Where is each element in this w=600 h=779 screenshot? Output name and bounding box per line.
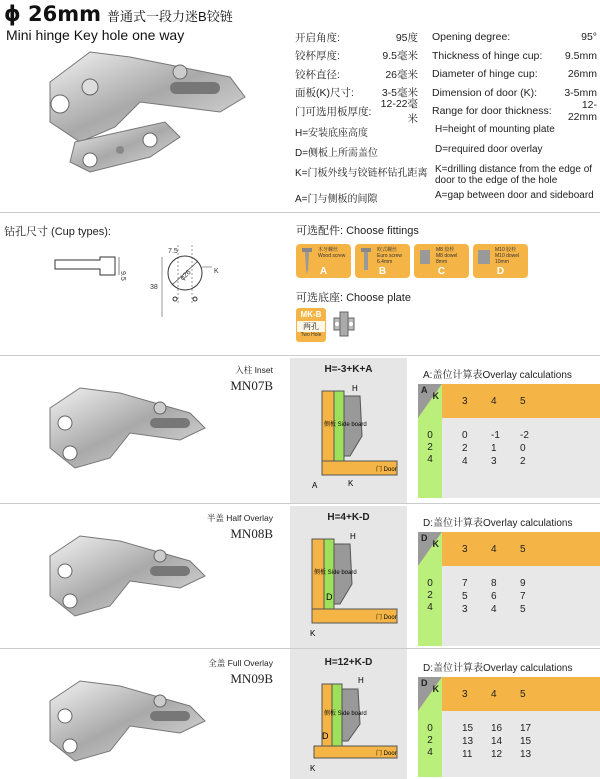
spec-row: 面板(K)尺寸: 3-5毫米 Dimension of door (K): 3-5mm	[295, 86, 597, 100]
plate-title: 可选底座: Choose plate	[296, 292, 411, 304]
dim-h: H	[350, 532, 356, 541]
side-board-label: 侧板 Side board	[324, 422, 367, 428]
fitting-euro-screw: 欧式螺丝 Euro screw 6.4mm B	[355, 244, 410, 278]
dim-h: H	[352, 384, 358, 393]
side-board-label: 侧板 Side board	[314, 570, 357, 576]
overlay-table-title: D:盖位计算表Overlay calculations	[423, 518, 573, 529]
table-row: 11 12 13	[462, 749, 532, 760]
dim-h: H	[358, 676, 364, 685]
plate-badge: MK-B 两孔 Two Hole	[296, 308, 326, 342]
formula: H=12+K-D	[324, 657, 373, 668]
door-label: 门 Door	[376, 467, 397, 473]
model-number: MN07B	[230, 378, 273, 393]
table-row: 7 8 9	[462, 578, 526, 589]
table-cells	[442, 418, 549, 498]
title-english: Mini hinge Key hole one way	[6, 27, 185, 43]
model-number: MN08B	[230, 526, 273, 541]
note-row: D=侧板上所需盖位 D=required door overlay	[295, 144, 543, 159]
table-row: 2 1 0	[462, 443, 526, 454]
overlay-table	[418, 532, 600, 646]
divider	[0, 355, 600, 356]
legend-notes	[295, 124, 597, 210]
dim-9-5: 9.5	[119, 271, 126, 281]
hinge-image	[40, 661, 220, 771]
section-label: 半盖 Half Overlay	[206, 513, 273, 523]
fittings-list	[296, 244, 528, 278]
dim-d: D	[326, 592, 333, 602]
row-keys: 0 2 4	[418, 566, 442, 646]
table-corner: D K	[418, 532, 442, 566]
fitting-m8-dowel: M8 胶栓 M8 dowel 8mm C	[414, 244, 469, 278]
row-keys: 0 2 4	[418, 711, 442, 777]
cup-top-drawing	[140, 245, 240, 325]
page-title: ϕ 26mm	[4, 2, 102, 26]
table-header: 3 4 5	[462, 688, 526, 700]
dim-k: K	[348, 479, 354, 488]
door-label: 门 Door	[376, 751, 397, 757]
overlay-table	[418, 384, 600, 498]
dim-k: K	[310, 629, 316, 638]
model-number: MN09B	[230, 671, 273, 686]
installation-diagram	[292, 376, 407, 498]
section-full-overlay	[0, 651, 600, 779]
dim-d: D	[322, 731, 329, 741]
row-keys: 0 2 4	[418, 418, 442, 498]
section-half-overlay	[0, 506, 600, 651]
table-corner: D K	[418, 677, 442, 711]
title-block	[4, 2, 294, 43]
dim-k: K	[310, 764, 316, 773]
mounting-plate-image	[330, 310, 358, 338]
overlay-table-title: D:盖位计算表Overlay calculations	[423, 663, 573, 674]
dim-k: K	[214, 268, 219, 275]
title-chinese: 普通式一段力迷B铰链	[107, 9, 233, 24]
overlay-table	[418, 677, 600, 777]
fitting-wood-screw: 木牙螺丝 Wood screw A	[296, 244, 351, 278]
hinge-image	[40, 516, 220, 626]
fitting-m10-dowel: M10 胶栓 M10 dowel 10mm D	[473, 244, 528, 278]
divider	[0, 503, 600, 504]
cup-types-title: 钻孔尺寸 (Cup types):	[4, 226, 111, 238]
table-cells	[442, 711, 549, 777]
table-row: 13 14 15	[462, 736, 532, 747]
table-row: 0 -1 -2	[462, 430, 529, 441]
divider	[0, 212, 600, 213]
cup-side-drawing	[45, 245, 125, 295]
installation-diagram	[292, 524, 407, 646]
door-label: 门 Door	[376, 615, 397, 621]
spec-table	[295, 28, 597, 126]
section-label: 全盖 Full Overlay	[208, 658, 273, 668]
side-board-label: 侧板 Side board	[324, 711, 367, 717]
divider	[0, 648, 600, 649]
table-row: 15 16 17	[462, 723, 532, 734]
note-row: A=门与侧板的间隙 A=gap between door and sideboard	[295, 190, 594, 205]
spec-row: 铰杯直径: 26毫米 Diameter of hinge cup: 26mm	[295, 68, 597, 81]
dim-7-5: 7.5	[168, 248, 178, 255]
table-header: 3 4 5	[462, 395, 526, 407]
hinge-product-image	[20, 42, 270, 192]
fittings-title: 可选配件: Choose fittings	[296, 225, 419, 237]
table-cells	[442, 566, 549, 646]
table-row: 5 6 7	[462, 591, 526, 602]
spec-row: 门可选用板厚度: 12-22毫米 Range for door thickness: 12-22mm	[295, 98, 597, 126]
dim-a: A	[312, 481, 318, 490]
formula: H=4+K-D	[327, 512, 370, 523]
table-corner: A K	[418, 384, 442, 418]
spec-row: 铰杯厚度: 9.5毫米 Thickness of hinge cup: 9.5mm	[295, 49, 597, 63]
dim-38: 38	[150, 284, 158, 291]
table-row: 4 3 2	[462, 456, 526, 467]
table-header: 3 4 5	[462, 543, 526, 555]
overlay-table-title: A:盖位计算表Overlay calculations	[423, 370, 572, 381]
formula: H=-3+K+A	[324, 364, 373, 375]
note-row: H=安装底座高度 H=height of mounting plate	[295, 124, 555, 139]
spec-row: 开启角度: 95度 Opening degree: 95°	[295, 31, 597, 44]
note-row: K=门板外线与铰链杯钻孔距离 K=drilling distance from the edge of door to the edge of the hole	[295, 164, 593, 186]
section-label: 入柱 Inset	[235, 365, 273, 375]
section-inset	[0, 358, 600, 503]
dim-26: ϕ26	[179, 268, 193, 283]
installation-diagram	[292, 669, 407, 777]
hinge-image	[40, 368, 220, 478]
table-row: 3 4 5	[462, 604, 526, 615]
